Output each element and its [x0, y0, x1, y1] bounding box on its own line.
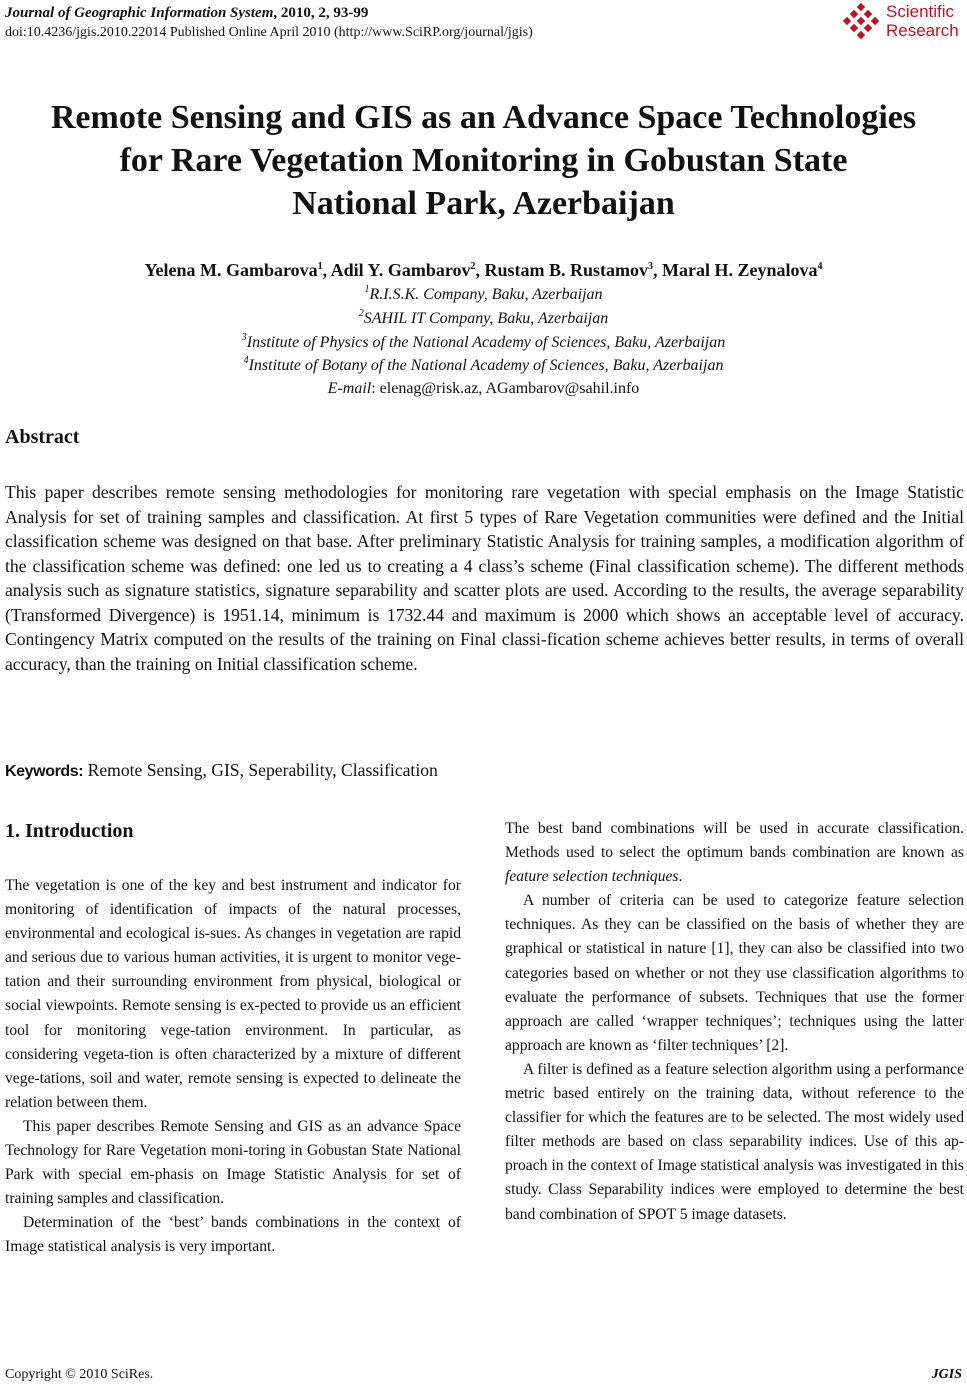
paragraph [505, 817, 964, 889]
abstract-heading: Abstract [5, 426, 80, 448]
publisher-logo [842, 2, 967, 42]
logo-mark-icon [842, 2, 882, 40]
author-sup: 4 [817, 261, 823, 272]
author-sup: 1 [317, 261, 323, 272]
email-line [0, 378, 967, 400]
affiliation-sup: 2 [358, 308, 364, 319]
emphasis-text: feature selection techniques [505, 868, 679, 886]
journal-name: Journal of Geographic Information System [5, 5, 274, 21]
journal-header [5, 3, 368, 23]
paragraph: A filter is defined as a feature selection algorithm using a performance metric based entirely on the training data, without reference to the classifier for which the features are to be selected. The most widely used filter methods are based on class separability indices. Use of this ap-proach in the context of Image statistical analysis was investigated in this study. Class Separability indices were employed to determine the best band combination of SPOT 5 image datasets. [505, 1060, 964, 1223]
right-column [505, 817, 964, 1227]
author-separator: , [322, 260, 331, 280]
affiliation-text: Institute of Physics of the National Academy of Sciences, Baku, Azerbaijan [246, 334, 726, 351]
affiliation-text: Institute of Botany of the National Academy of Sciences, Baku, Azerbaijan [248, 357, 724, 374]
affiliation [0, 355, 967, 377]
affiliation-text: SAHIL IT Company, Baku, Azerbaijan [363, 310, 609, 327]
journal-volume: , 2010, 2, 93-99 [273, 5, 369, 21]
affiliation [0, 308, 967, 330]
author-name: Yelena M. Gambarova [144, 260, 318, 280]
author-separator: , [653, 260, 663, 280]
paragraph-text: . [678, 868, 683, 886]
logo-line-1: Scientific [886, 2, 955, 21]
email-label: E-mail [327, 380, 372, 397]
keywords-label: Keywords: [5, 763, 84, 780]
author-separator: , [475, 260, 485, 280]
footer-copyright: Copyright © 2010 SciRes. [5, 1367, 154, 1382]
title-line-3: National Park, Azerbaijan [292, 185, 675, 222]
footer-journal: JGIS [931, 1367, 962, 1382]
paragraph-text: The best band combinations will be used in accurate classification. Methods used to select the optimum bands combination are known as [505, 820, 964, 862]
affiliation [0, 284, 967, 306]
affiliation-sup: 4 [243, 355, 249, 366]
doi-line: doi:10.4236/jgis.2010.22014 Published Online April 2010 (http://www.SciRP.org/journal/jgis) [5, 25, 533, 40]
paragraph: This paper describes Remote Sensing and GIS as an advance Space Technology for Rare Vegetation moni-toring in Gobustan State National Park with special em-phasis on Image Statistic Analysis for set of training samples and classification. [5, 1117, 461, 1208]
paragraph: The vegetation is one of the key and best instrument and indicator for monitoring of identification of impacts of the natural processes, environmental and ecological is-sues. As changes in vegetation are rapid and serious due to various human activities, it is urgent to monitor vege-tation and their surrounding environment from physical, biological or social viewpoints. Remote sensing is ex-pected to provide us an efficient tool for monitoring vege-tation environment. In particular, as considering vegeta-tion is often characterized by a mixture of different vege-tations, soil and water, remote sensing is expected to delineate the relation between them. [5, 877, 461, 1111]
author-name: Adil Y. Gambarov [330, 260, 471, 280]
abstract-text: This paper describes remote sensing methodologies for monitoring rare vegetation with special emphasis on the Image Statistic Analysis for set of training samples and classification. At first 5 types of Rare Vegetation communities were defined and the Initial classification scheme was designed on that base. After preliminary Statistic Analysis for training samples, a modification algorithm of the classification scheme was defined: one led us to creating a 4 class’s scheme (Final classification scheme). The different methods analysis such as signature statistics, signature separability and scatter plots are used. According to the results, the average separability (Transformed Divergence) is 1951.14, minimum is 1732.44 and maximum is 2000 which shows an acceptable level of accuracy. Contingency Matrix computed on the results of the training on Final classi-fication scheme achieves better results, in terms of overall accuracy, than the training on Initial classification scheme. [5, 482, 964, 674]
logo-line-2: Research [886, 21, 959, 40]
affiliation-sup: 1 [364, 284, 370, 295]
title-line-1: Remote Sensing and GIS as an Advance Space Technologies [50, 99, 917, 136]
title-line-2: for Rare Vegetation Monitoring in Gobustan State [119, 142, 848, 179]
left-column [5, 874, 461, 1260]
paragraph: Determination of the ‘best’ bands combinations in the context of Image statistical analysis is very important. [5, 1214, 461, 1256]
paragraph: A number of criteria can be used to categorize feature selection techniques. As they can be classified on the basis of whether they are graphical or statistical in nature [1], they can also be classified into two categories based on whether or not they use classification algorithms to evaluate the performance of subsets. Techniques that use the former approach are called ‘wrapper techniques’; techniques using the latter approach are known as ‘filter techniques’ [2]. [505, 892, 964, 1054]
affiliation-sup: 3 [241, 332, 247, 343]
paper-title [0, 96, 967, 225]
section-heading: 1. Introduction [5, 820, 134, 842]
logo-text [886, 2, 959, 40]
email-value[interactable]: : elenag@risk.az, AGambarov@sahil.info [371, 380, 640, 397]
author-sup: 3 [648, 261, 654, 272]
author-name: Rustam B. Rustamov [484, 260, 649, 280]
author-list [0, 258, 967, 282]
affiliation-text: R.I.S.K. Company, Baku, Azerbaijan [369, 286, 603, 303]
author-sup: 2 [470, 261, 476, 272]
author-name: Maral H. Zeynalova [662, 260, 818, 280]
keywords-text: Remote Sensing, GIS, Seperability, Classification [83, 760, 438, 780]
keywords [5, 758, 438, 784]
affiliation [0, 332, 967, 354]
